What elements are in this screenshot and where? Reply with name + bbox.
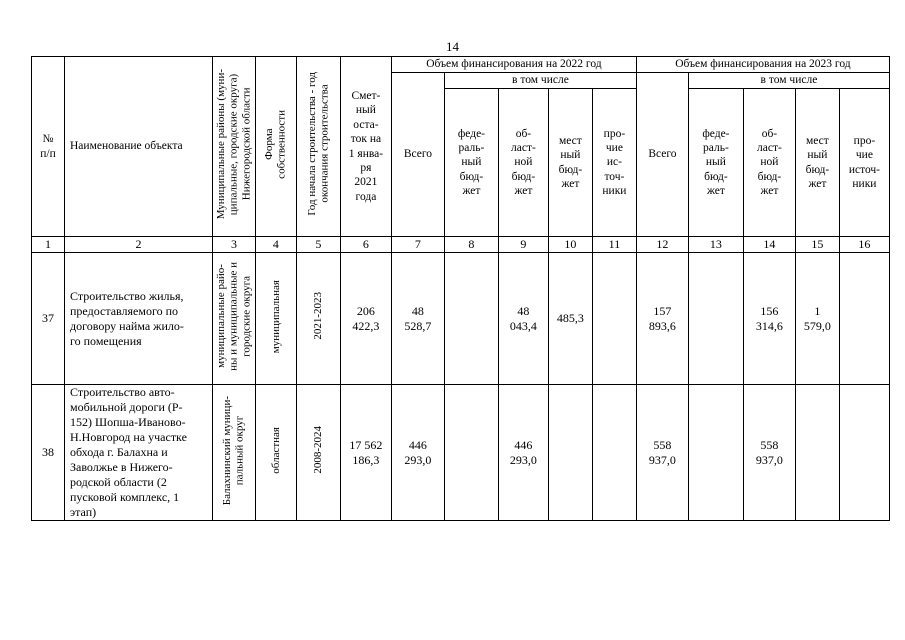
header-fin-2022: Объем финансирования на 2022 год: [391, 57, 636, 73]
row-estimate: 206 422,3: [340, 253, 391, 385]
row-municipal: [213, 385, 256, 521]
header-num: № п/п: [32, 57, 65, 237]
header-municipal-text: Муниципальные районы (муни- ципальные, городские округа) Нижегородской области: [215, 69, 253, 220]
column-number: 10: [548, 237, 592, 253]
row-num: 38: [32, 385, 65, 521]
header-total-2022: Всего: [391, 73, 444, 237]
header-regional-2023: об- ласт- ной бюд- жет: [743, 89, 795, 237]
header-total-2023: Всего: [636, 73, 688, 237]
header-other-2023: про- чие источ- ники: [839, 89, 889, 237]
row-ownership: [255, 253, 296, 385]
table-row: [32, 385, 890, 521]
column-numbers-row: [32, 237, 890, 253]
header-other-2022: про- чие ис- точ- ники: [592, 89, 636, 237]
column-number: 4: [255, 237, 296, 253]
header-federal-2023: феде- раль- ный бюд- жет: [688, 89, 743, 237]
row-years-text: 2021-2023: [312, 292, 325, 340]
column-number: 2: [65, 237, 213, 253]
row-ownership: [255, 385, 296, 521]
column-number: 6: [340, 237, 391, 253]
row-local-2022: [548, 385, 592, 521]
header-ownership-text: Форма собственности: [263, 109, 288, 179]
column-number: 9: [498, 237, 548, 253]
column-number: 15: [795, 237, 839, 253]
header-incl-2022: в том числе: [444, 73, 636, 89]
row-municipal-text: Балахнинский муници- пальный округ: [221, 395, 246, 505]
header-ownership: [255, 57, 296, 237]
row-name: Строительство авто- мобильной дороги (Р- 152) Шопша-Иваново- Н.Новгород на участке обхода г. Балахна и Заволжье в Нижего- родской области (2 пусковой комплекс, 1 этап): [65, 385, 213, 521]
column-number: 5: [296, 237, 340, 253]
row-years-text: 2008-2024: [312, 426, 325, 474]
row-total-2022: 48 528,7: [391, 253, 444, 385]
column-number: 13: [688, 237, 743, 253]
row-other-2023: [839, 253, 889, 385]
row-local-2022: 485,3: [548, 253, 592, 385]
row-municipal: [213, 253, 256, 385]
row-years: [296, 253, 340, 385]
financing-table: [31, 56, 890, 521]
header-municipal: [213, 57, 256, 237]
header-years-text: Год начала строительства - год окончания строительства: [305, 72, 331, 216]
header-regional-2022: об- ласт- ной бюд- жет: [498, 89, 548, 237]
column-number: 8: [444, 237, 498, 253]
row-regional-2022: 48 043,4: [498, 253, 548, 385]
row-municipal-text: муниципальные райо- ны и муниципальные и городские округа: [215, 261, 253, 371]
row-total-2023: 157 893,6: [636, 253, 688, 385]
row-estimate: 17 562 186,3: [340, 385, 391, 521]
header-estimate: Смет- ный оста- ток на 1 янва- ря 2021 года: [340, 57, 391, 237]
row-ownership-text: муниципальная: [269, 279, 282, 353]
row-other-2022: [592, 385, 636, 521]
row-regional-2023: 558 937,0: [743, 385, 795, 521]
column-number: 16: [839, 237, 889, 253]
column-number: 11: [592, 237, 636, 253]
row-federal-2022: [444, 385, 498, 521]
row-other-2023: [839, 385, 889, 521]
column-number: 12: [636, 237, 688, 253]
header-federal-2022: феде- раль- ный бюд- жет: [444, 89, 498, 237]
column-number: 7: [391, 237, 444, 253]
row-local-2023: 1 579,0: [795, 253, 839, 385]
page-number: 14: [446, 39, 459, 54]
row-total-2023: 558 937,0: [636, 385, 688, 521]
row-federal-2022: [444, 253, 498, 385]
row-federal-2023: [688, 253, 743, 385]
column-number: 3: [213, 237, 256, 253]
header-fin-2023: Объем финансирования на 2023 год: [636, 57, 889, 73]
row-num: 37: [32, 253, 65, 385]
row-federal-2023: [688, 385, 743, 521]
header-local-2022: мест ный бюд- жет: [548, 89, 592, 237]
row-regional-2022: 446 293,0: [498, 385, 548, 521]
row-name: Строительство жилья, предоставляемого по договору найма жило- го помещения: [65, 253, 213, 385]
header-incl-2023: в том числе: [688, 73, 889, 89]
column-number: 1: [32, 237, 65, 253]
table-row: [32, 253, 890, 385]
row-local-2023: [795, 385, 839, 521]
header-years: [296, 57, 340, 237]
column-number: 14: [743, 237, 795, 253]
row-total-2022: 446 293,0: [391, 385, 444, 521]
row-ownership-text: областная: [269, 426, 282, 474]
row-other-2022: [592, 253, 636, 385]
row-years: [296, 385, 340, 521]
header-name: Наименование объекта: [65, 57, 213, 237]
row-regional-2023: 156 314,6: [743, 253, 795, 385]
header-local-2023: мест ный бюд- жет: [795, 89, 839, 237]
